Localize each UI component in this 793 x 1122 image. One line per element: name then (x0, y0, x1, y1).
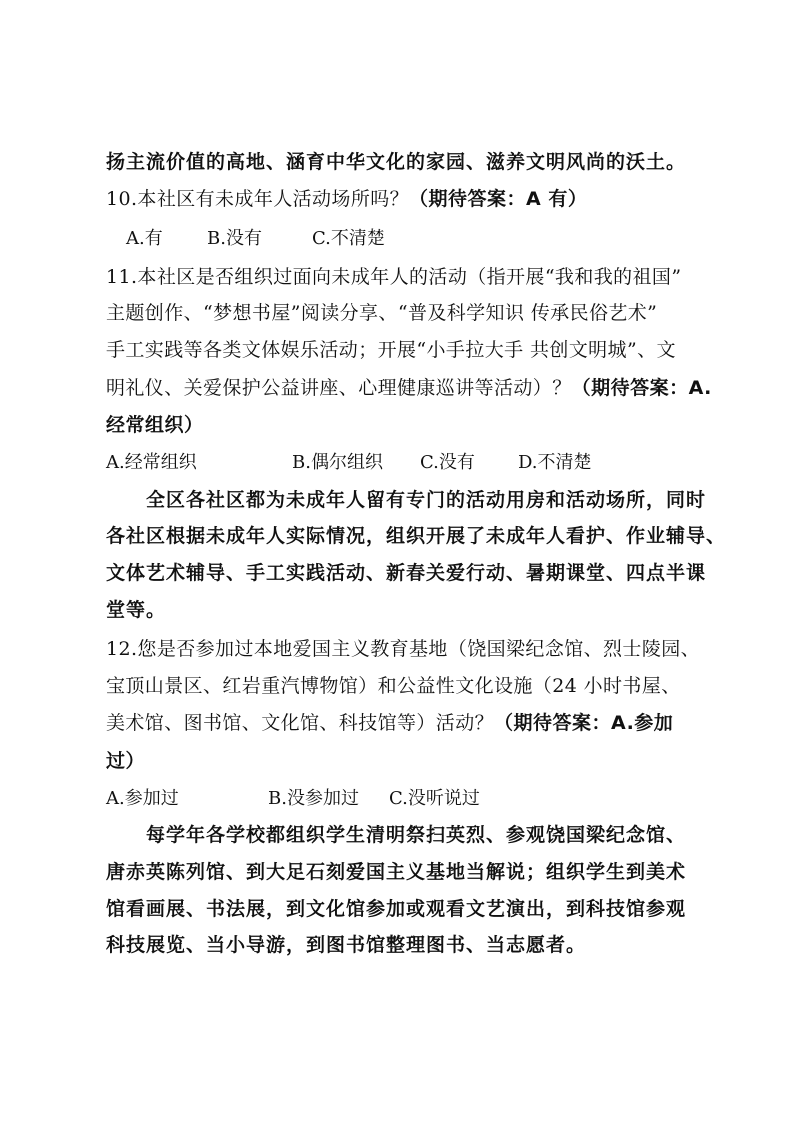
answer-paragraph-line: 堂等。 (106, 599, 167, 621)
expected-answer: （期待答案：A 有） (409, 188, 588, 210)
question-text: 美术馆、图书馆、文化馆、科技馆等）活动？ (106, 712, 495, 734)
question-12-line (106, 710, 706, 736)
answer-paragraph-line: 全区各社区都为未成年人留有专门的活动用房和活动场所，同时 (146, 489, 707, 511)
option-q10-b: B.没有 (207, 228, 262, 249)
question-text: 10.本社区有未成年人活动场所吗？ (106, 188, 410, 210)
question-12-line: 12.您是否参加过本地爱国主义教育基地（饶国梁纪念馆、烈士陵园、 (106, 638, 701, 660)
question-12-line: 宝顶山景区、红岩重汽博物馆）和公益性文化设施（24 小时书屋、 (106, 675, 681, 697)
option-q11-d: D.不清楚 (518, 452, 592, 473)
option-q11-b: B.偶尔组织 (292, 452, 383, 473)
option-q10-c: C.不清楚 (312, 228, 385, 249)
answer-paragraph-line: 馆看画展、书法展，到文化馆参加或观看文艺演出，到科技馆参观 (106, 898, 687, 920)
question-11-line (106, 375, 712, 401)
answer-paragraph-line: 各社区根据未成年人实际情况，组织开展了未成年人看护、作业辅导、 (106, 525, 727, 547)
option-q12-c: C.没听说过 (389, 788, 480, 809)
question-11-line: 主题创作、“梦想书屋”阅读分享、“普及科学知识 传承民俗艺术” (106, 302, 658, 324)
answer-paragraph-line: 科技展览、当小导游，到图书馆整理图书、当志愿者。 (106, 934, 587, 956)
option-q11-a: A.经常组织 (106, 452, 197, 473)
answer-paragraph-line: 文体艺术辅导、手工实践活动、新春关爱行动、暑期课堂、四点半课 (106, 562, 707, 584)
option-q11-c: C.没有 (420, 452, 475, 473)
expected-answer: 过） (106, 750, 146, 772)
question-11-line: 手工实践等各类文体娱乐活动；开展“小手拉大手 共创文明城”、文 (106, 339, 676, 361)
answer-paragraph-line: 唐赤英陈列馆、到大足石刻爱国主义基地当解说；组织学生到美术 (106, 861, 687, 883)
paragraph-line: 扬主流价值的高地、涵育中华文化的家园、滋养文明风尚的沃土。 (106, 151, 687, 173)
option-q12-b: B.没参加过 (268, 788, 359, 809)
answer-paragraph-line: 每学年各学校都组织学生清明祭扫英烈、参观饶国梁纪念馆、 (146, 824, 687, 846)
question-10 (106, 186, 706, 212)
expected-answer: （期待答案：A.参加 (494, 712, 674, 734)
option-q10-a: A.有 (126, 228, 163, 249)
question-11-line: 11.本社区是否组织过面向未成年人的活动（指开展“我和我的祖国” (106, 266, 682, 288)
option-q12-a: A.参加过 (106, 788, 179, 809)
question-text: 明礼仪、关爱保护公益讲座、心理健康巡讲等活动）？ (106, 377, 572, 399)
expected-answer: 经常组织） (106, 414, 204, 436)
expected-answer: （期待答案：A. (571, 377, 712, 399)
